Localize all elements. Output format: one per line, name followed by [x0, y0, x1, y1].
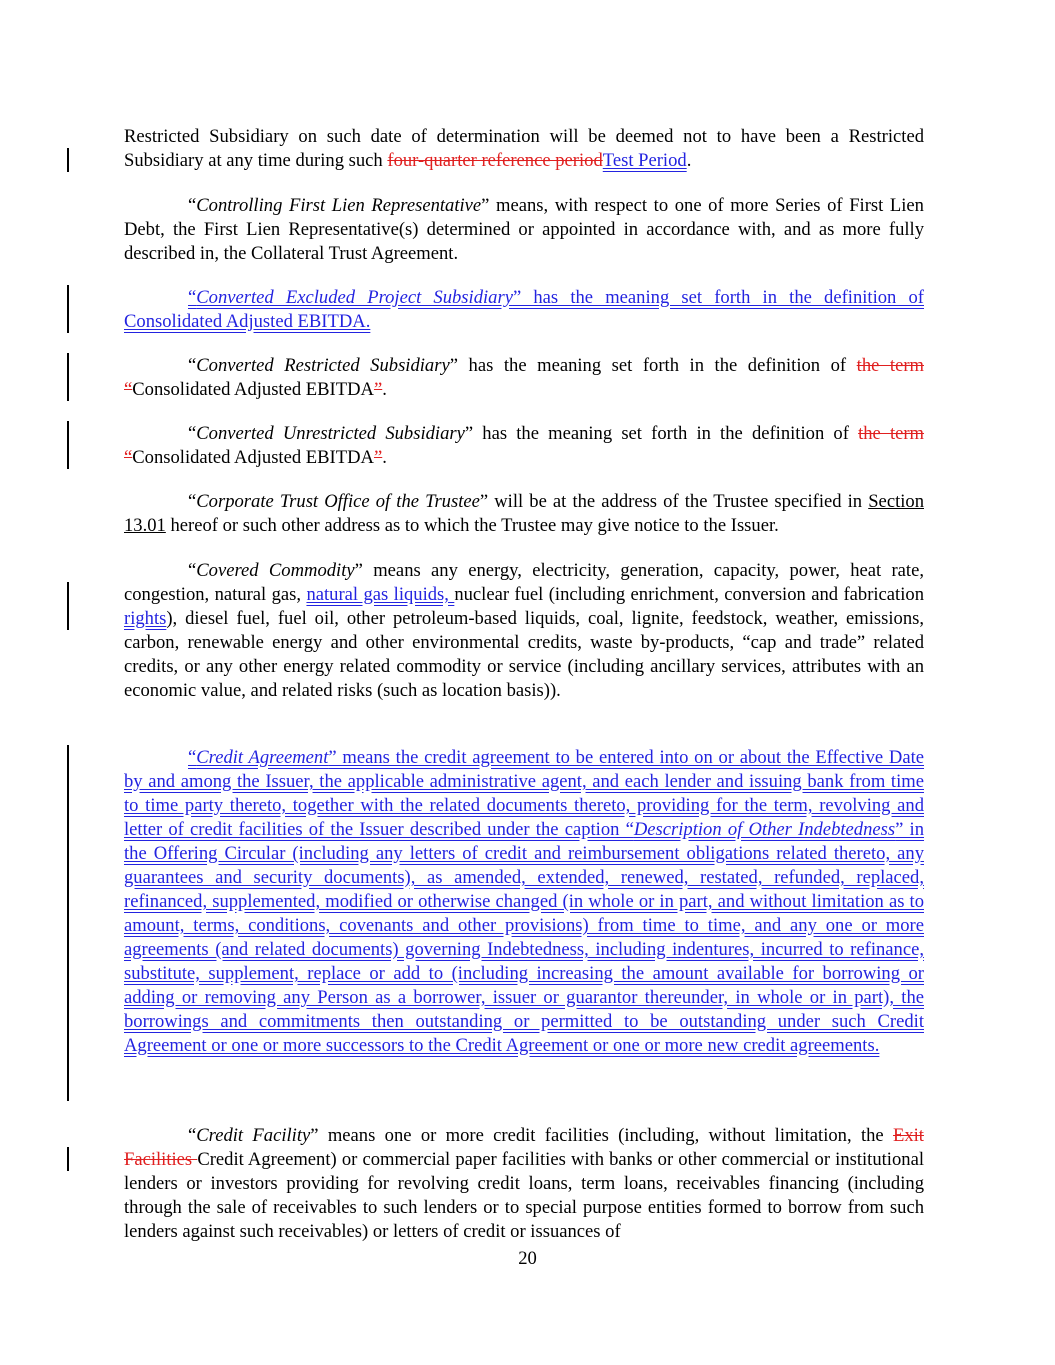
body-text: Credit Agreement) or commercial paper facilities with banks or other commercial or institutional lenders or investors providing for revolving credit loans, term loans, receivables financing (including through the sale of receivables to such lenders or to special purpose entities formed to borrow from such lenders against such receivables) or letters of credit or issuances of — [124, 1149, 924, 1242]
inserted-text: “ — [188, 287, 197, 308]
defined-term: Corporate Trust Office of the Trustee — [196, 491, 480, 512]
change-bar — [67, 745, 69, 1101]
defined-term: Credit Agreement — [196, 747, 329, 768]
definition-covered-commodity — [124, 559, 924, 703]
body-text: hereof or such other address as to which the Trustee may give notice to the Issuer. — [165, 515, 779, 536]
deleted-text: four-quarter reference period — [387, 150, 603, 171]
body-text: “ — [188, 560, 197, 581]
deleted-text: ” — [373, 379, 383, 400]
body-text: . — [686, 150, 692, 171]
body-text: ” means one or more credit facilities (including, without limitation, the — [310, 1125, 893, 1146]
deleted-text: ” — [373, 447, 383, 468]
body-text: ” will be at the address of the Trustee specified in — [479, 491, 869, 512]
defined-term: Covered Commodity — [196, 560, 355, 581]
inserted-text: natural gas liquids, — [306, 584, 455, 605]
body-text: nuclear fuel (including enrichment, conversion and fabrication — [454, 584, 924, 605]
definition-converted-unrestricted-subsidiary — [124, 422, 924, 470]
inserted-text: ” means the credit agreement to be entered into on or about the Effective Date by and among the Issuer, the applicable administrative agent, and each lender and issuing bank from time to time party thereto, together with the related documents thereto, providing for the term, revolving and letter of credit facilities of the Issuer described under the caption “ — [124, 747, 925, 840]
body-text: ” means any energy, electricity, generation, capacity, power, heat rate, congestion, natural gas, — [124, 560, 925, 605]
body-text: Consolidated Adjusted EBITDA — [132, 379, 374, 400]
body-text: Restricted Subsidiary on such date of determination will be deemed not to have been a Restricted Subsidiary at any time during such — [124, 126, 924, 171]
defined-term: Converted Excluded Project Subsidiary — [196, 287, 513, 308]
change-bar — [67, 421, 69, 469]
body-text: “ — [188, 1125, 197, 1146]
body-text: ), diesel fuel, fuel oil, other petroleum-based liquids, coal, lignite, feedstock, weather, emissions, carbon, renewable energy and other environmental credits, waste by-products, “cap and trade” related credits, or any other energy related commodity or service (including ancillary services, attributes with an economic value, and related risks (such as location basis)). — [124, 608, 924, 701]
body-text: “ — [188, 195, 197, 216]
section-reference: Section 13.01 — [124, 491, 924, 536]
definition-converted-restricted-subsidiary — [124, 354, 924, 402]
definition-converted-excluded-project-subsidiary — [124, 286, 924, 334]
body-text: Consolidated Adjusted EBITDA — [132, 447, 374, 468]
defined-term: Credit Facility — [196, 1125, 311, 1146]
deleted-text: Exit Facilities — [124, 1125, 924, 1170]
inserted-text: Test Period — [602, 150, 687, 171]
change-bar — [67, 353, 69, 401]
defined-term: Converted Restricted Subsidiary — [196, 355, 450, 376]
inserted-text: rights — [124, 608, 167, 629]
page-number: 20 — [518, 1248, 537, 1269]
body-text: ” means, with respect to one of more Series of First Lien Debt, the First Lien Representative(s) determined or appointed in accordance with, and as more fully described in, the Collateral Trust Agreement. — [124, 195, 924, 264]
body-text: “ — [188, 423, 197, 444]
definition-credit-agreement — [124, 746, 924, 1058]
defined-term: Converted Unrestricted Subsidiary — [196, 423, 465, 444]
body-text: “ — [188, 491, 197, 512]
change-bar — [67, 1147, 69, 1171]
body-text: ” has the meaning set forth in the definition of — [449, 355, 857, 376]
deleted-text: the term “ — [124, 423, 925, 468]
body-text: . — [382, 379, 387, 400]
deleted-text: the term “ — [124, 355, 924, 400]
paragraph-restricted-subsidiary-continuation — [124, 125, 924, 173]
body-text: ” has the meaning set forth in the definition of — [464, 423, 859, 444]
definition-corporate-trust-office — [124, 490, 924, 538]
change-bar — [67, 582, 69, 630]
caption-reference: Description of Other Indebtedness — [633, 819, 896, 840]
body-text: . — [382, 447, 387, 468]
body-text: “ — [188, 355, 197, 376]
change-bar — [67, 148, 69, 172]
definition-credit-facility — [124, 1124, 924, 1244]
definition-controlling-first-lien-representative — [124, 194, 924, 266]
inserted-text: “ — [188, 747, 197, 768]
change-bar — [67, 285, 69, 333]
inserted-text: ” has the meaning set forth in the definition of Consolidated Adjusted EBITDA. — [124, 287, 924, 332]
inserted-text: ” in the Offering Circular (including any letters of credit and reimbursement obligations related thereto, any guarantees and security documents), as amended, extended, renewed, restated, refunded, replaced, refinanced, supplemented, modified or otherwise changed (in whole or in part, and without limitation as to amount, terms, conditions, covenants and other provisions) from time to time, and any one or more agreements (and related documents) governing Indebtedness, including indentures, incurred to refinance, substitute, supplement, replace or add to (including increasing the amount available for borrowing or adding or removing any Person as a borrower, issuer or guarantor thereunder, in whole or in part), the borrowings and commitments then outstanding or permitted to be outstanding under such Credit Agreement or one or more successors to the Credit Agreement or one or more new credit agreements. — [124, 819, 925, 1056]
defined-term: Controlling First Lien Representative — [196, 195, 482, 216]
